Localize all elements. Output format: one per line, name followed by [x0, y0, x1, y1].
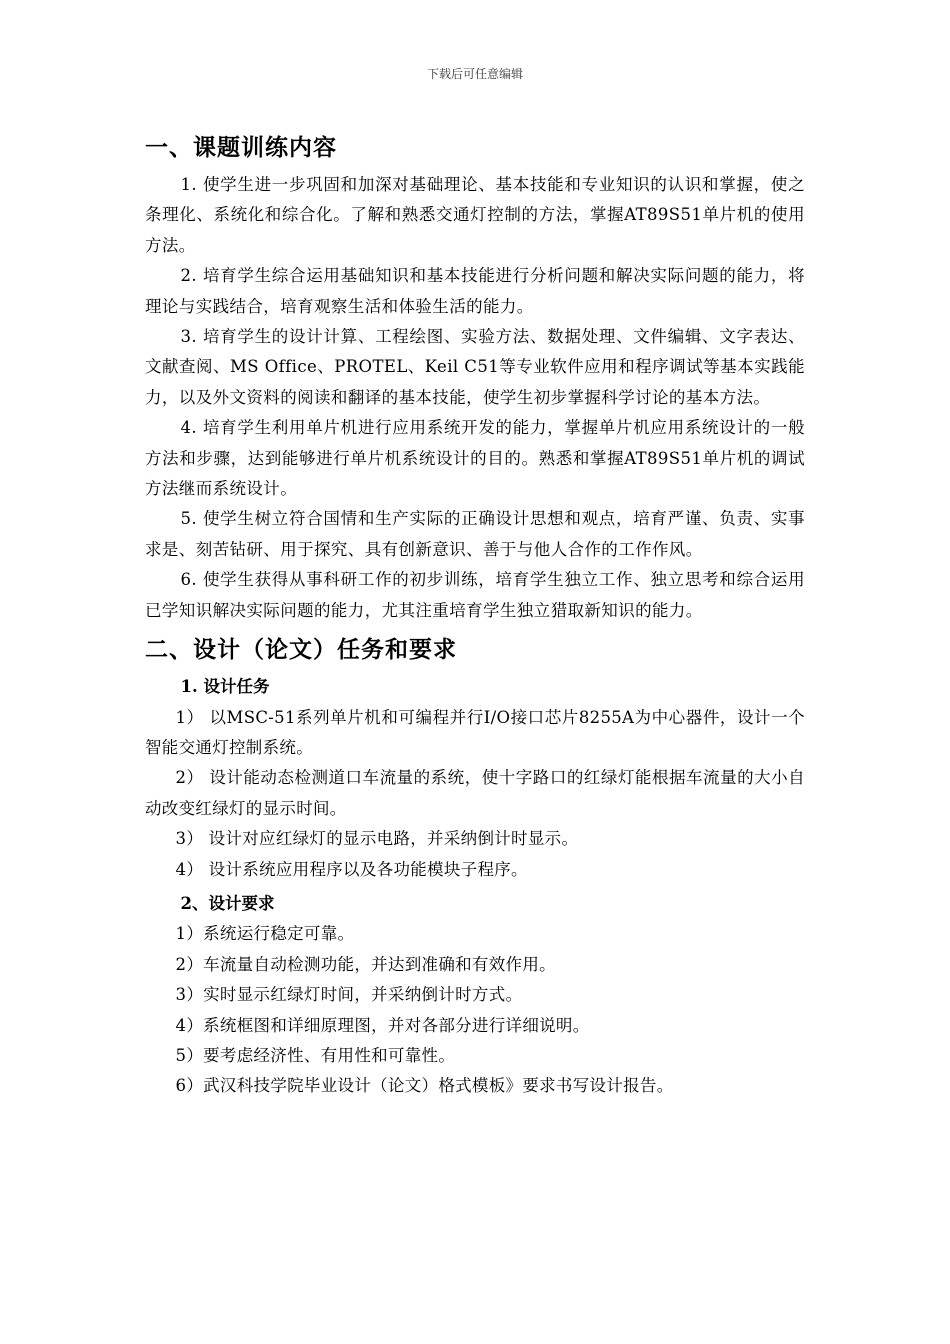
training-paragraph-3: 3. 培育学生的设计计算、工程绘图、实验方法、数据处理、文件编辑、文字表达、文献查阅、MS Office、PROTEL、Keil C51等专业软件应用和程序调试等基本实践能力，以及外文资料的阅读和翻译的基本技能，使学生初步掌握科学讨论的基本方法。	[145, 327, 805, 407]
training-paragraph-1: 1. 使学生进一步巩固和加深对基础理论、基本技能和专业知识的认识和掌握，使之条理化、系统化和综合化。了解和熟悉交通灯控制的方法，掌握AT89S51单片机的使用方法。	[145, 175, 805, 255]
design-task-2: 2） 设计能动态检测道口车流量的系统，使十字路口的红绿灯能根据车流量的大小自动改变红绿灯的显示时间。	[145, 768, 805, 818]
design-requirement-6: 6）武汉科技学院毕业设计（论文）格式模板》要求书写设计报告。	[175, 1076, 674, 1096]
design-tasks-heading: 1. 设计任务	[180, 677, 270, 697]
design-requirement-1: 1）系统运行稳定可靠。	[175, 924, 355, 944]
training-paragraph-2: 2. 培育学生综合运用基础知识和基本技能进行分析问题和解决实际问题的能力，将理论与实践结合，培育观察生活和体验生活的能力。	[145, 266, 805, 316]
design-requirement-4: 4）系统框图和详细原理图，并对各部分进行详细说明。	[175, 1015, 590, 1035]
design-task-3: 3） 设计对应红绿灯的显示电路，并采纳倒计时显示。	[175, 829, 579, 849]
training-paragraph-6: 6. 使学生获得从事科研工作的初步训练，培育学生独立工作、独立思考和综合运用已学知识解决实际问题的能力，尤其注重培育学生独立猎取新知识的能力。	[145, 570, 805, 620]
design-requirement-5: 5）要考虑经济性、有用性和可靠性。	[175, 1045, 456, 1065]
design-requirements-heading: 2、设计要求	[180, 893, 275, 913]
design-task-1: 1） 以MSC-51系列单片机和可编程并行I/O接口芯片8255A为中心器件，设计一个智能交通灯控制系统。	[145, 707, 805, 757]
page-header-note: 下载后可任意编辑	[426, 67, 523, 81]
design-requirement-3: 3）实时显示红绿灯时间，并采纳倒计时方式。	[175, 985, 523, 1005]
design-requirement-2: 2）车流量自动检测功能，并达到准确和有效作用。	[175, 954, 556, 974]
training-paragraph-4: 4. 培育学生利用单片机进行应用系统开发的能力，掌握单片机应用系统设计的一般方法和步骤，达到能够进行单片机系统设计的目的。熟悉和掌握AT89S51单片机的调试方法继而系统设计。	[145, 418, 805, 499]
document-body	[145, 130, 805, 1102]
section-title-design-tasks: 二、设计（论文）任务和要求	[145, 637, 457, 664]
training-paragraph-5: 5. 使学生树立符合国情和生产实际的正确设计思想和观点，培育严谨、负责、实事求是、刻苦钻研、用于探究、具有创新意识、善于与他人合作的工作作风。	[145, 509, 805, 559]
design-task-4: 4） 设计系统应用程序以及各功能模块子程序。	[175, 859, 528, 879]
section-title-training-content: 一、课题训练内容	[145, 135, 337, 161]
